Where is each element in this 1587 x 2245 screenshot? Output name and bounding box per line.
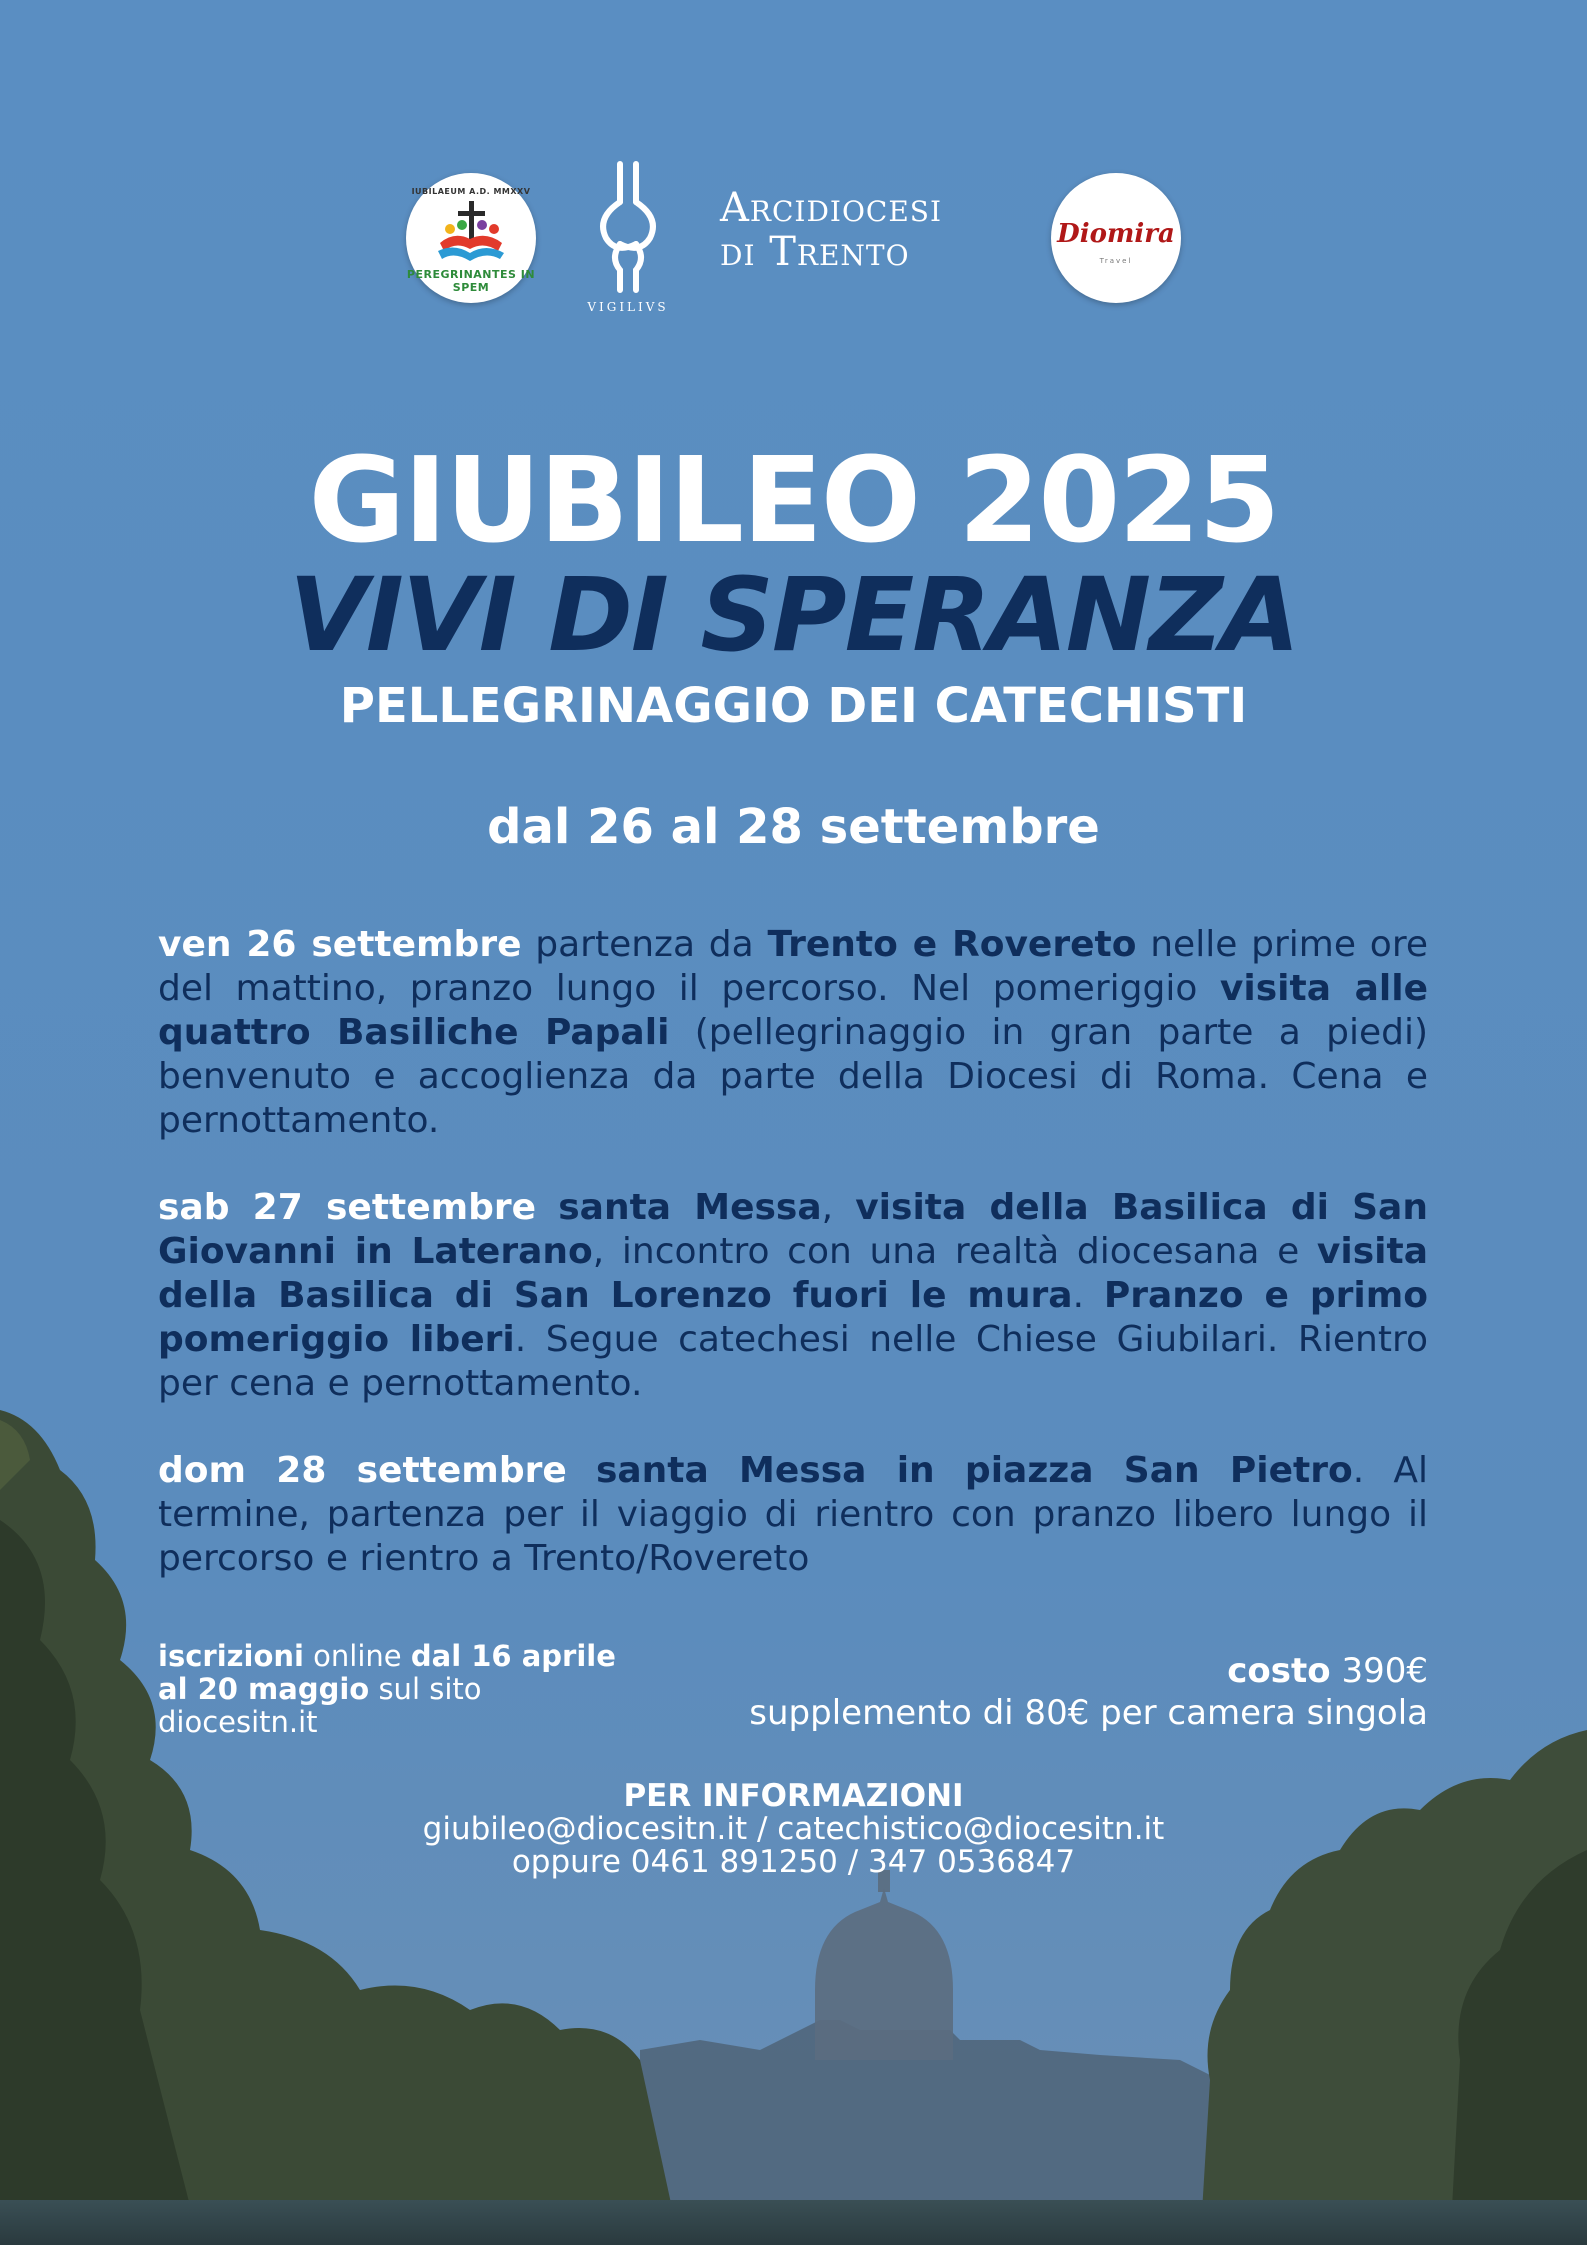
vigilius-knot-icon	[580, 158, 676, 298]
day-label: sab 27 settembre	[158, 1187, 537, 1228]
registration-text: sul sito	[369, 1672, 482, 1706]
subtitle: VIVI DI SPERANZA	[288, 556, 1299, 675]
single-room-supplement: supplemento di 80€ per camera singola	[749, 1693, 1428, 1733]
registration-start-date: dal 16 aprile	[410, 1639, 616, 1673]
day-highlight: visita della Basilica di San Giovanni in Laterano	[158, 1187, 1428, 1272]
day-text: .	[1072, 1275, 1104, 1316]
main-title: GIUBILEO 2025	[308, 431, 1279, 569]
day-text: partenza da	[521, 924, 768, 965]
day-text: . Al termine, partenza per il viaggio di rientro con pranzo libero lungo il percorso e rientro a Trento/Rovereto	[158, 1450, 1428, 1579]
day-text: (pellegrinaggio in gran parte a piedi) benvenuto e accoglienza da parte della Diocesi di Roma. Cena e pernottamento.	[158, 1012, 1428, 1141]
registration-end-date: al 20 maggio	[158, 1672, 370, 1706]
cost-amount: 390€	[1330, 1651, 1428, 1691]
day-text	[536, 1187, 558, 1228]
contact-info	[0, 1780, 1587, 1879]
day-text: ,	[821, 1187, 856, 1228]
program-day-2	[158, 1186, 1428, 1406]
diomira-subtext: Travel	[1099, 257, 1133, 265]
day-highlight: Pranzo e primo pomeriggio liberi	[158, 1275, 1428, 1360]
arcidiocesi-wordmark	[720, 186, 1040, 274]
registration-website-link[interactable]: diocesitn.it	[158, 1705, 318, 1739]
day-text: . Segue catechesi nelle Chiese Giubilari. Rientro per cena e pernottamento.	[158, 1319, 1428, 1404]
day-text	[567, 1450, 596, 1491]
day-text: nelle prime ore del mattino, pranzo lungo il percorso. Nel pomeriggio	[158, 924, 1428, 1009]
day-highlight: visita della Basilica di San Lorenzo fuori le mura	[158, 1231, 1428, 1316]
day-highlight: santa Messa in piazza San Pietro	[595, 1450, 1353, 1491]
day-label: ven 26 settembre	[158, 924, 522, 965]
arcidiocesi-line-1: Arcidiocesi	[720, 185, 943, 231]
program-day-1	[158, 923, 1428, 1143]
contact-phones[interactable]: oppure 0461 891250 / 347 0536847	[511, 1844, 1076, 1880]
vigilius-label: VIGILIVS	[587, 300, 669, 314]
diomira-wordmark: Diomira	[1057, 219, 1175, 249]
vigilius-logo	[580, 158, 676, 318]
cost-label: costo	[1227, 1651, 1331, 1691]
jubilee-2025-logo	[406, 173, 536, 303]
arcidiocesi-line-2: di Trento	[720, 229, 910, 275]
contact-heading: PER INFORMAZIONI	[623, 1778, 964, 1814]
program-day-3	[158, 1449, 1428, 1581]
cost-info	[600, 1650, 1428, 1734]
day-highlight: santa Messa	[558, 1187, 822, 1228]
day-highlight: Trento e Rovereto	[767, 924, 1137, 965]
registration-text: online	[303, 1639, 411, 1673]
registration-label: iscrizioni	[158, 1639, 304, 1673]
day-text: , incontro con una realtà diocesana e	[592, 1231, 1317, 1272]
jubilee-ring-text: IUBILAEUM A.D. MMXXV	[411, 187, 531, 196]
tagline: PELLEGRINAGGIO DEI CATECHISTI	[339, 678, 1248, 734]
day-label: dom 28 settembre	[158, 1450, 567, 1491]
registration-info	[158, 1640, 638, 1739]
diomira-logo	[1051, 173, 1181, 303]
day-highlight: visita alle quattro Basiliche Papali	[158, 968, 1429, 1053]
jubilee-motto: PEREGRINANTES IN SPEM	[406, 268, 536, 294]
contact-emails[interactable]: giubileo@diocesitn.it / catechistico@diocesitn.it	[422, 1811, 1165, 1847]
event-dates: dal 26 al 28 settembre	[487, 799, 1100, 855]
